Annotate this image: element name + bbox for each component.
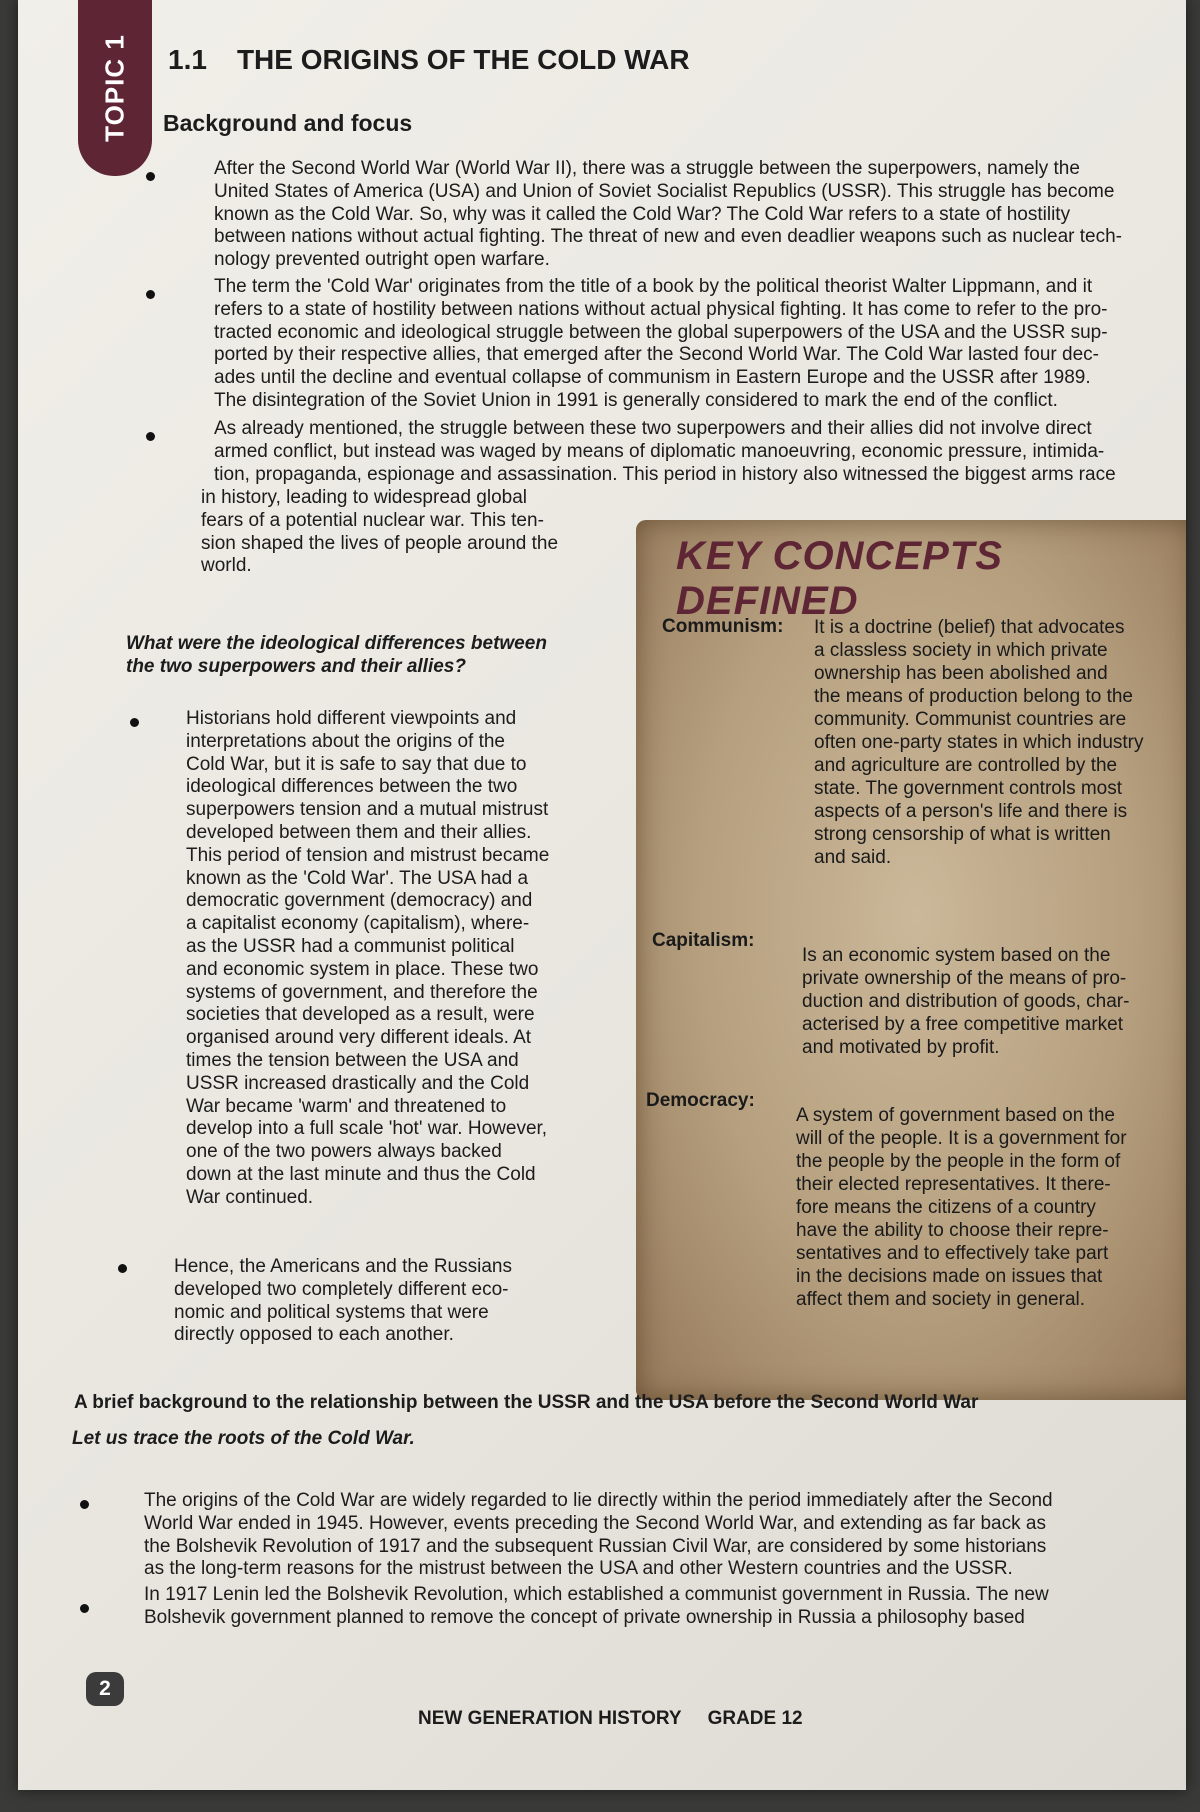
arms-race-continuation xyxy=(201,487,621,578)
section-title: THE ORIGINS OF THE COLD WAR xyxy=(236,44,690,75)
bullet-marker xyxy=(130,718,139,727)
topic-tab xyxy=(78,0,152,176)
text-line: between nations without actual fighting. The threat of new and even deadlier weapons such as nuclear tech- xyxy=(214,226,1123,248)
bullet-marker xyxy=(146,432,155,441)
intro-bullet-2 xyxy=(214,276,1174,413)
text-line: armed conflict, but instead was waged by means of diplomatic manoeuvring, economic pressure, intimida- xyxy=(214,440,1105,462)
definition-democracy xyxy=(796,1104,1186,1311)
text-line: duction and distribution of goods, char- xyxy=(802,991,1130,1012)
definition-communism xyxy=(814,616,1184,869)
term-capitalism: Capitalism: xyxy=(652,930,755,951)
text-line: Hence, the Americans and the Russians xyxy=(174,1256,512,1277)
text-line: down at the last minute and thus the Cold xyxy=(186,1163,536,1185)
text-line: a capitalist economy (capitalism), where- xyxy=(186,913,530,935)
text-line: affect them and society in general. xyxy=(796,1289,1086,1310)
text-line: tracted economic and ideological struggle between the global superpowers of the USA and the USSR sup- xyxy=(214,321,1108,343)
text-line: democratic government (democracy) and xyxy=(186,890,533,912)
text-line: interpretations about the origins of the xyxy=(186,730,505,752)
text-line: aspects of a person's life and there is xyxy=(814,801,1128,822)
subheading: Background and focus xyxy=(163,110,413,136)
text-line: community. Communist countries are xyxy=(814,709,1127,730)
text-line: the two superpowers and their allies? xyxy=(126,656,466,677)
text-line: their elected representatives. It there- xyxy=(796,1174,1111,1195)
textbook-page xyxy=(18,0,1186,1790)
text-line: Is an economic system based on the xyxy=(802,945,1111,966)
key-concepts-panel xyxy=(636,520,1186,1400)
text-line: The term the 'Cold War' originates from the title of a book by the political theorist Walter Lippmann, and it xyxy=(214,276,1093,297)
text-line: in the decisions made on issues that xyxy=(796,1266,1103,1287)
text-line: systems of government, and therefore the xyxy=(186,981,538,1003)
text-line: times the tension between the USA and xyxy=(186,1049,519,1071)
text-line: developed two completely different eco- xyxy=(174,1278,509,1300)
text-line: ported by their respective allies, that emerged after the Second World War. The Cold War lasted four dec- xyxy=(214,344,1099,366)
text-line: acterised by a free competitive market xyxy=(802,1014,1124,1035)
text-line: tion, propaganda, espionage and assassination. This period in history also witnessed the biggest arms race xyxy=(214,463,1116,485)
text-line: superpowers tension and a mutual mistrust xyxy=(186,799,549,821)
key-concepts-title: KEY CONCEPTS DEFINED xyxy=(676,534,1003,623)
text-line: refers to a state of hostility between nations without actual physical fighting. It has come to refer to the pro- xyxy=(214,298,1108,320)
text-line: and said. xyxy=(814,847,892,868)
text-line: ideological differences between the two xyxy=(186,776,518,798)
section-number: 1.1 xyxy=(168,44,207,75)
text-line: A system of government based on the xyxy=(796,1105,1115,1126)
text-line: It is a doctrine (belief) that advocates xyxy=(814,617,1125,638)
text-line: United States of America (USA) and Union of Soviet Socialist Republics (USSR). This struggle has become xyxy=(214,180,1115,202)
text-line: ades until the decline and eventual collapse of communism in Eastern Europe and the USSR after 1989. xyxy=(214,367,1091,389)
bottom-bullet-origins xyxy=(144,1490,1184,1581)
text-line: private ownership of the means of pro- xyxy=(802,968,1127,989)
text-line: Cold War, but it is safe to say that due to xyxy=(186,753,527,775)
text-line: nology prevented outright open warfare. xyxy=(214,249,550,271)
text-line: and agriculture are controlled by the xyxy=(814,755,1118,776)
page-number: 2 xyxy=(86,1672,124,1706)
text-line: In 1917 Lenin led the Bolshevik Revolution, which established a communist government in Russia. The new xyxy=(144,1584,1049,1605)
definition-capitalism xyxy=(802,944,1182,1059)
text-line: The disintegration of the Soviet Union in 1991 is generally considered to mark the end of the conflict. xyxy=(214,389,1058,411)
intro-bullet-3 xyxy=(214,418,1174,486)
text-line: have the ability to choose their repre- xyxy=(796,1220,1109,1241)
text-line: sentatives and to effectively take part xyxy=(796,1243,1109,1264)
text-line: often one-party states in which industry xyxy=(814,732,1144,753)
text-line: fears of a potential nuclear war. This ten- xyxy=(201,509,544,531)
book-title: NEW GENERATION HISTORY xyxy=(418,1708,682,1729)
bullet-marker xyxy=(146,172,155,181)
text-line: Historians hold different viewpoints and xyxy=(186,708,517,729)
text-line: This period of tension and mistrust became xyxy=(186,844,550,866)
text-line: Bolshevik government planned to remove the concept of private ownership in Russia a philosophy based xyxy=(144,1606,1025,1628)
text-line: as the long-term reasons for the mistrust between the USA and other Western countries and the USSR. xyxy=(144,1558,1013,1580)
text-line: known as the Cold War. So, why was it called the Cold War? The Cold War refers to a state of hostility xyxy=(214,203,1071,225)
relationship-heading: A brief background to the relationship between the USSR and the USA before the Second World War xyxy=(74,1392,979,1413)
term-communism: Communism: xyxy=(662,616,784,637)
text-line: The origins of the Cold War are widely regarded to lie directly within the period immediately after the Second xyxy=(144,1490,1053,1511)
text-line: As already mentioned, the struggle between these two superpowers and their allies did not involve direct xyxy=(214,418,1092,439)
ideology-question xyxy=(126,632,626,678)
text-line: state. The government controls most xyxy=(814,778,1123,799)
text-line: developed between them and their allies. xyxy=(186,821,532,843)
text-line: After the Second World War (World War II), there was a struggle between the superpowers, namely the xyxy=(214,158,1080,179)
bullet-marker xyxy=(118,1264,127,1273)
text-line: and motivated by profit. xyxy=(802,1037,1000,1058)
text-line: sion shaped the lives of people around the xyxy=(201,532,559,554)
text-line: one of the two powers always backed xyxy=(186,1141,502,1163)
page-footer xyxy=(418,1708,803,1730)
bullet-marker xyxy=(80,1500,89,1509)
intro-bullet-1 xyxy=(214,158,1174,272)
text-line: the people by the people in the form of xyxy=(796,1151,1121,1172)
text-line: USSR increased drastically and the Cold xyxy=(186,1072,530,1094)
bullet-marker xyxy=(80,1604,89,1613)
text-line: War continued. xyxy=(186,1186,314,1208)
left-bullet-historians xyxy=(186,708,616,1210)
text-line: in history, leading to widespread global xyxy=(201,487,528,508)
text-line: War became 'warm' and threatened to xyxy=(186,1095,507,1117)
text-line: directly opposed to each another. xyxy=(174,1324,454,1346)
text-line: world. xyxy=(201,555,252,577)
left-bullet-americans-russians xyxy=(174,1256,604,1347)
bottom-bullet-lenin xyxy=(144,1584,1184,1630)
topic-tab-label: TOPIC 1 xyxy=(99,34,130,142)
text-line: the means of production belong to the xyxy=(814,686,1134,707)
bullet-marker xyxy=(146,290,155,299)
text-line: will of the people. It is a government for xyxy=(796,1128,1127,1149)
term-democracy: Democracy: xyxy=(646,1090,755,1111)
text-line: ownership has been abolished and xyxy=(814,663,1108,684)
text-line: organised around very different ideals. At xyxy=(186,1027,532,1049)
text-line: develop into a full scale 'hot' war. However, xyxy=(186,1118,548,1140)
grade-label: GRADE 12 xyxy=(707,1708,803,1729)
text-line: World War ended in 1945. However, events preceding the Second World War, and extending as far back as xyxy=(144,1512,1046,1534)
text-line: fore means the citizens of a country xyxy=(796,1197,1096,1218)
text-line: and economic system in place. These two xyxy=(186,958,539,980)
text-line: nomic and political systems that were xyxy=(174,1301,489,1323)
text-line: as the USSR had a communist political xyxy=(186,935,515,957)
text-line: the Bolshevik Revolution of 1917 and the subsequent Russian Civil War, are considered by some historians xyxy=(144,1535,1047,1557)
text-line: a classless society in which private xyxy=(814,640,1108,661)
text-line: strong censorship of what is written xyxy=(814,824,1111,845)
text-line: societies that developed as a result, were xyxy=(186,1004,535,1026)
section-heading xyxy=(168,44,690,76)
roots-heading: Let us trace the roots of the Cold War. xyxy=(72,1428,415,1449)
text-line: known as the 'Cold War'. The USA had a xyxy=(186,867,529,889)
text-line: What were the ideological differences between xyxy=(126,633,547,654)
